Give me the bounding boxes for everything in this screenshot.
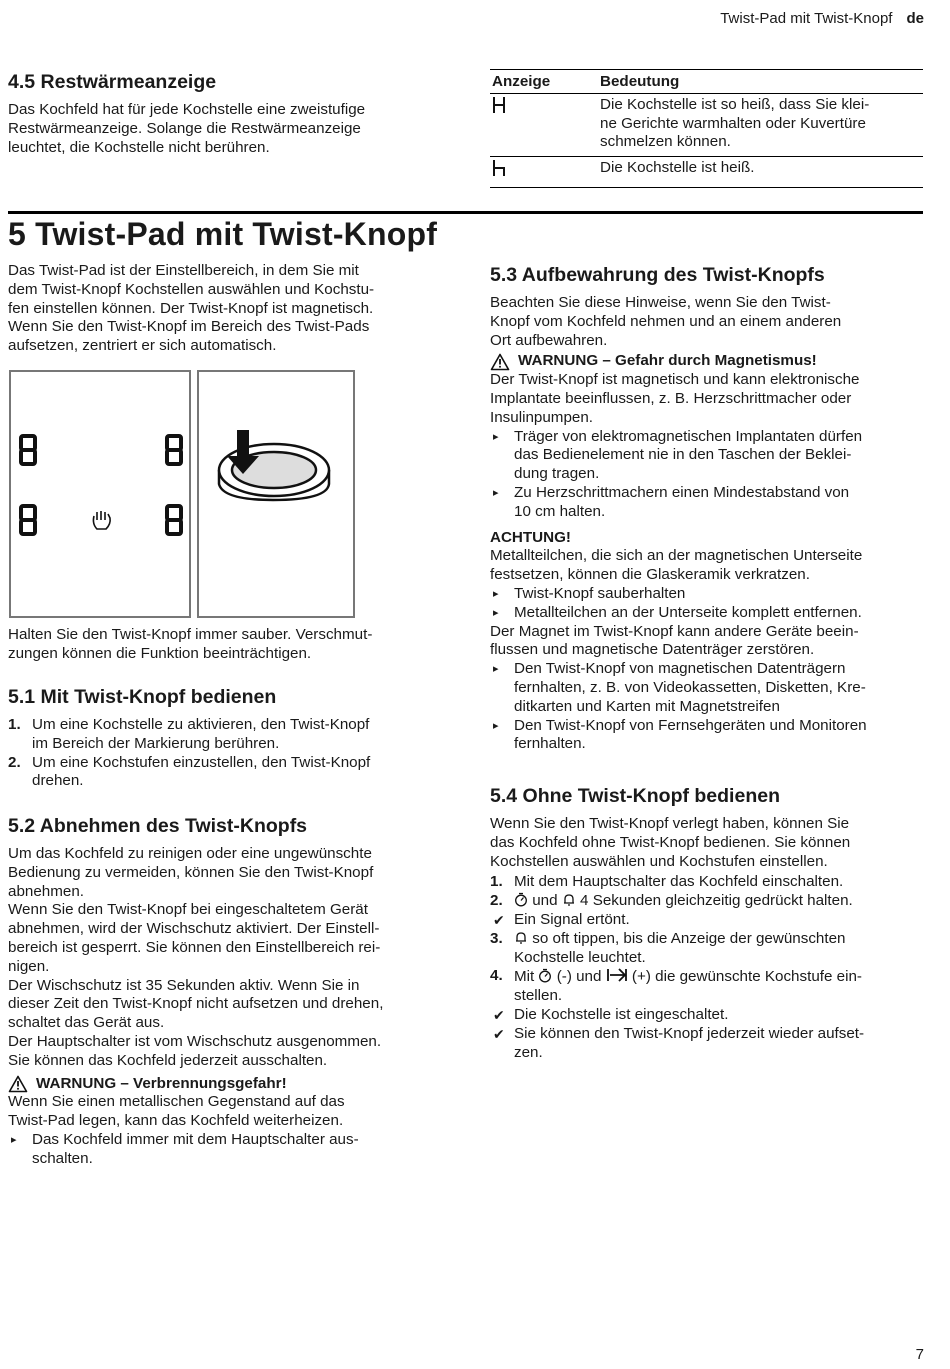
- text-line: dieser Zeit den Twist-Knopf nicht aufsetzen und drehen,: [8, 995, 384, 1013]
- text-line: Beachten Sie diese Hinweise, wenn Sie den Twist-: [490, 294, 831, 311]
- column-header: Anzeige: [490, 70, 598, 94]
- digit-8-icon: [167, 506, 181, 534]
- section-5-3: [490, 263, 923, 754]
- table-row: [490, 93, 923, 156]
- figure-note: [8, 626, 448, 664]
- text-line: so oft tippen, bis die Anzeige der gewünschten: [514, 930, 845, 949]
- text-line: bereich ist gesperrt. Sie können den Einstellbereich rei-: [8, 938, 381, 956]
- text-line: das Kochfeld ohne Twist-Knopf bedienen. Sie können: [490, 833, 851, 851]
- text-line: nigen.: [8, 957, 50, 975]
- list-item: [490, 484, 923, 522]
- section-heading: 5.2 Abnehmen des Twist-Knopfs: [8, 815, 308, 837]
- step-number: 1.: [490, 873, 503, 891]
- step-number: 3.: [490, 929, 503, 947]
- text-line: Das Kochfeld hat für jede Kochstelle eine zweistufige: [8, 101, 366, 118]
- warning-heading: [490, 352, 923, 371]
- residual-heat-table: [490, 69, 923, 188]
- text-line: Den Twist-Knopf von magnetischen Datenträgern: [514, 660, 846, 678]
- list-item: [490, 717, 923, 755]
- text-line: Insulinpumpen.: [490, 408, 594, 426]
- list-item: [490, 873, 923, 892]
- warning-title: WARNUNG – Gefahr durch Magnetismus!: [518, 352, 817, 370]
- section-divider: [8, 211, 923, 214]
- text-line: Die Kochstelle ist eingeschaltet.: [514, 1005, 729, 1023]
- list-item: [8, 754, 448, 792]
- text-line: fernhalten.: [514, 735, 586, 753]
- text-line: das Bedienelement nie in den Taschen der Beklei-: [514, 446, 852, 464]
- text-line: Um das Kochfeld zu reinigen oder eine ungewünschte: [8, 845, 372, 862]
- meaning-cell: [598, 93, 923, 156]
- text-line: dung tragen.: [514, 465, 600, 483]
- display-h-icon: [492, 159, 506, 177]
- list-item: [490, 660, 923, 716]
- chapter-title: 5 Twist-Pad mit Twist-Knopf: [8, 216, 438, 252]
- checkmark-icon: ✔: [493, 911, 505, 928]
- page-number: 7: [915, 1346, 924, 1364]
- digit-8-icon: [167, 436, 181, 464]
- text-line: Twist-Pad legen, kann das Kochfeld weiterheizen.: [8, 1112, 344, 1130]
- chapter-intro: [8, 262, 448, 356]
- checkmark-icon: ✔: [493, 1006, 505, 1023]
- text-line: Ein Signal ertönt.: [514, 910, 630, 928]
- text-line: zungen können die Funktion beeinträchtigen.: [8, 644, 312, 662]
- list-item: [490, 911, 923, 930]
- step-number: 2.: [8, 753, 21, 771]
- table-header-row: [490, 70, 923, 94]
- list-item: [8, 1131, 448, 1169]
- text-line: Zu Herzschrittmachern einen Mindestabstand von: [514, 483, 850, 501]
- bullet-arrow-icon: ▸: [493, 663, 499, 676]
- knob-placement-illustration: [199, 372, 353, 616]
- text-line: schalten.: [32, 1149, 93, 1167]
- text-line: zen.: [514, 1043, 543, 1061]
- list-item: [490, 967, 923, 1006]
- text-line: im Bereich der Markierung berühren.: [32, 734, 280, 752]
- text-line: Knopf vom Kochfeld nehmen und an einem anderen: [490, 312, 842, 330]
- text-line: stellen.: [514, 987, 563, 1005]
- list-item: [490, 585, 923, 604]
- section-4-5: [8, 70, 448, 157]
- bullet-arrow-icon: ▸: [493, 606, 499, 619]
- text-line: Der Twist-Knopf ist magnetisch und kann elektronische: [490, 371, 860, 389]
- text-line: fernhalten, z. B. von Videokassetten, Disketten, Kre-: [514, 678, 866, 696]
- text-line: Metallteilchen, die sich an der magnetischen Unterseite: [490, 547, 863, 565]
- text-line: Wenn Sie einen metallischen Gegenstand auf das: [8, 1093, 345, 1111]
- list-item: [8, 716, 448, 754]
- bell-icon: [514, 930, 528, 945]
- twist-pad-display-figure: [9, 370, 191, 618]
- text-line: Mit (-) und (+) die gewünschte Kochstufe ein-: [514, 968, 862, 986]
- list-item: [490, 428, 923, 484]
- text-line: und 4 Sekunden gleichzeitig gedrückt halten.: [514, 892, 853, 911]
- text-line: Träger von elektromagnetischen Implantaten dürfen: [514, 427, 863, 445]
- text-line: Um eine Kochstufen einzustellen, den Twist-Knopf: [32, 753, 371, 771]
- section-heading: 5.1 Mit Twist-Knopf bedienen: [8, 686, 277, 708]
- section-heading: 5.4 Ohne Twist-Knopf bedienen: [490, 785, 780, 807]
- text-line: Der Wischschutz ist 35 Sekunden aktiv. Wenn Sie in: [8, 976, 360, 994]
- text-line: Wenn Sie den Twist-Knopf verlegt haben, können Sie: [490, 815, 850, 832]
- bullet-arrow-icon: ▸: [493, 587, 499, 600]
- checkmark-icon: ✔: [493, 1025, 505, 1042]
- hand-touch-icon: [93, 511, 110, 529]
- text-line: Die Kochstelle ist heiß.: [600, 159, 755, 177]
- warning-triangle-icon: [8, 1075, 28, 1093]
- text-line: Bedienung zu vermeiden, können Sie den Twist-Knopf: [8, 863, 374, 881]
- step-number: 4.: [490, 967, 503, 985]
- digit-8-icon: [21, 436, 35, 464]
- text-line: Wenn Sie den Twist-Knopf bei eingeschaltetem Gerät: [8, 901, 368, 919]
- section-heading: 5.3 Aufbewahrung des Twist-Knopfs: [490, 264, 825, 286]
- text-line: aufsetzen, zentriert er sich automatisch.: [8, 337, 277, 355]
- text-line: Den Twist-Knopf von Fernsehgeräten und Monitoren: [514, 716, 867, 734]
- bell-icon: [562, 892, 576, 907]
- text-line: Metallteilchen an der Unterseite komplett entfernen.: [514, 603, 862, 621]
- symbol-cell: [490, 157, 598, 188]
- bullet-arrow-icon: ▸: [493, 719, 499, 732]
- text-line: Das Kochfeld immer mit dem Hauptschalter aus-: [32, 1130, 359, 1148]
- text-line: Sie können den Twist-Knopf jederzeit wieder aufset-: [514, 1024, 865, 1042]
- text-line: drehen.: [32, 772, 84, 790]
- column-header: Bedeutung: [598, 70, 923, 94]
- knob-icon: [219, 444, 329, 500]
- section-heading: 4.5 Restwärmeanzeige: [8, 71, 217, 93]
- warning-heading: [8, 1075, 448, 1094]
- text-line: Restwärmeanzeige. Solange die Restwärmeanzeige: [8, 119, 361, 137]
- step-number: 1.: [8, 716, 21, 733]
- digit-8-icon: [21, 506, 35, 534]
- text-line: abnehmen.: [8, 882, 84, 900]
- text-line: fen einstellen können. Der Twist-Knopf ist magnetisch.: [8, 299, 374, 317]
- list-item: [490, 930, 923, 968]
- text-line: schaltet das Gerät aus.: [8, 1014, 165, 1032]
- text-line: flussen und magnetische Datenträger zerstören.: [490, 641, 815, 659]
- running-header: [720, 10, 924, 29]
- bullet-arrow-icon: ▸: [493, 430, 499, 443]
- text-line: Twist-Knopf sauberhalten: [514, 584, 686, 602]
- bullet-arrow-icon: ▸: [493, 486, 499, 499]
- list-item: [490, 604, 923, 623]
- header-title: Twist-Pad mit Twist-Knopf: [720, 10, 893, 27]
- bullet-arrow-icon: ▸: [11, 1133, 17, 1146]
- text-line: Der Hauptschalter ist vom Wischschutz ausgenommen.: [8, 1032, 382, 1050]
- text-line: ne Gerichte warmhalten oder Kuvertüre: [600, 114, 866, 132]
- text-line: Die Kochstelle ist so heiß, dass Sie klei-: [600, 95, 870, 113]
- text-line: Der Magnet im Twist-Knopf kann andere Geräte beein-: [490, 622, 859, 640]
- language-code: de: [906, 10, 924, 27]
- symbol-cell: [490, 93, 598, 156]
- list-item: [490, 1025, 923, 1063]
- text-line: Das Twist-Pad ist der Einstellbereich, in dem Sie mit: [8, 262, 359, 279]
- text-line: 10 cm halten.: [514, 502, 606, 520]
- section-5-1: [8, 685, 448, 791]
- display-H-icon: [492, 96, 506, 114]
- timer-icon: [538, 968, 552, 983]
- meaning-cell: [598, 157, 923, 188]
- list-item: [490, 892, 923, 911]
- section-5-2: [8, 814, 448, 1169]
- text-line: Halten Sie den Twist-Knopf immer sauber. Verschmut-: [8, 626, 373, 643]
- section-5-4: [490, 784, 923, 1062]
- text-line: Sie können das Kochfeld jederzeit ausschalten.: [8, 1051, 328, 1069]
- text-line: schmelzen können.: [600, 133, 731, 151]
- text-line: Kochstelle leuchtet.: [514, 948, 646, 966]
- twist-knob-placement-figure: [197, 370, 355, 618]
- text-line: dem Twist-Knopf Kochstellen auswählen und Kochstu-: [8, 280, 375, 298]
- text-line: festsetzen, können die Glaskeramik verkratzen.: [490, 566, 810, 584]
- timer-icon: [514, 892, 528, 907]
- chapter-heading: [8, 215, 437, 253]
- list-item: [490, 1006, 923, 1025]
- text-line: Kochstellen auswählen und Kochstufen einstellen.: [490, 852, 828, 870]
- text-line: Implantate beeinflussen, z. B. Herzschrittmacher oder: [490, 389, 852, 407]
- caution-title: ACHTUNG!: [490, 528, 571, 546]
- seven-segment-displays: [11, 372, 189, 616]
- text-line: Mit dem Hauptschalter das Kochfeld einschalten.: [514, 873, 844, 891]
- warning-triangle-icon: [490, 353, 510, 371]
- text-line: abnehmen, wird der Wischschutz aktiviert. Der Einstell-: [8, 920, 380, 938]
- text-line: leuchtet, die Kochstelle nicht berühren.: [8, 138, 270, 156]
- text-line: Um eine Kochstelle zu aktivieren, den Twist-Knopf: [32, 716, 370, 733]
- step-number: 2.: [490, 892, 503, 910]
- arrow-to-end-icon: [606, 967, 628, 983]
- text-line: Ort aufbewahren.: [490, 331, 608, 349]
- warning-title: WARNUNG – Verbrennungsgefahr!: [36, 1074, 287, 1092]
- text-line: Wenn Sie den Twist-Knopf im Bereich des Twist-Pads: [8, 318, 370, 336]
- table-row: [490, 157, 923, 188]
- text-line: ditkarten und Karten mit Magnetstreifen: [514, 697, 780, 715]
